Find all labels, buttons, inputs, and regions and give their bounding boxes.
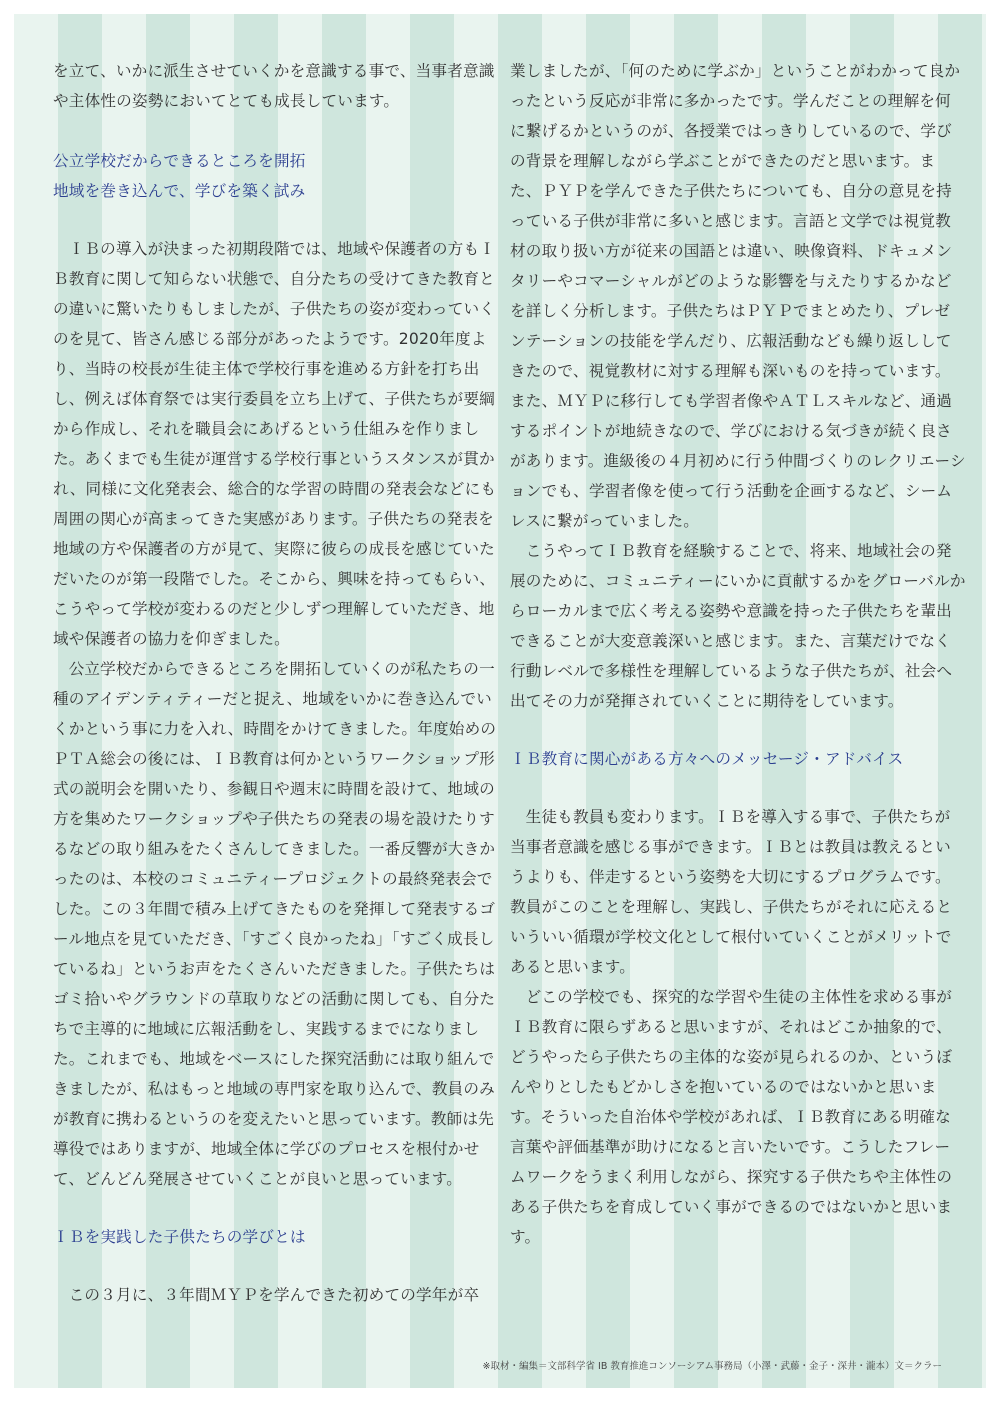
body-paragraph: 生徒も教員も変わります。ＩＢを導入する事で、子供たちが当事者意識を感じる事ができます。ＩＢとは教員は教えるというよりも、伴走するという姿勢を大切にするプログラムです。教員がこのことを理解し、実践し、子供たちがそれに応えるといういい循環が学校文化として根付いていくことがメリットであると思います。 xyxy=(510,808,953,976)
credit-footer: ※取材・編集＝文部科学省 IB 教育推進コンソーシアム事務局（小澤・武藤・金子・深井・瀧本）文＝クラー xyxy=(482,1361,942,1372)
body-paragraph: 業しましたが、「何のために学ぶか」ということがわかって良かったという反応が非常に多かったです。学んだことの理解を何に繋げるかというのが、各授業ではっきりしているので、学びの背景を理解しながら学ぶことができたのだと思います。また、ＰＹＰを学んできた子供たちについても、自分の意見を持っている子供が非常に多いと感じます。言語と文学では視覚教材の取り扱い方が従来の国語とは違い、映像資料、ドキュメンタリーやコマーシャルがどのような影響を与えたりするかなどを詳しく分析します。子供たちはＰＹＰでまとめたり、プレゼンテーションの技能を学んだり、広報活動なども繰り返ししてきたので、視覚教材に対する理解も深いものを持っています。また、ＭＹＰに移行しても学習者像やＡＴＬスキルなど、通過するポイントが地続きなので、学びにおける気づきが続く良さがあります。進級後の４月初めに行う仲間づくりのレクリエーションでも、学習者像を使って行う活動を企画するなど、シームレスに繋がっていました。 xyxy=(510,62,966,530)
body-paragraph: 公立学校だからできるところを開拓していくのが私たちの一種のアイデンティティーだと捉え、地域をいかに巻き込んでいくかという事に力を入れ、時間をかけてきました。年度始めのＰＴＡ総会の後には、ＩＢ教育は何かというワークショップ形式の説明会を開いたり、参観日や週末に時間を設けて、地域の方を集めたワークショップや子供たちの発表の場を設けたりするなどの取り組みをたくさんしてきました。一番反響が大きかったのは、本校のコミュニティープロジェクトの最終発表会でした。この３年間で積み上げてきたものを発揮して発表するゴール地点を見ていただき、「すごく良かったね」「すごく成長しているね」というお声をたくさんいただきました。子供たちはゴミ拾いやグラウンドの草取りなどの活動に関しても、自分たちで主導的に地域に広報活動をし、実践するまでになりました。これまでも、地域をベースにした探究活動には取り組んできましたが、私はもっと地域の専門家を取り込んで、教員のみが教育に携わるというのを変えたいと思っています。教師は先導役ではありますが、地域全体に学びのプロセスを根付かせて、どんどん発展させていくことが良いと思っています。 xyxy=(53,660,497,1188)
article-page xyxy=(14,14,986,1388)
body-paragraph: この３月に、３年間ＭＹＰを学んできた初めての学年が卒 xyxy=(68,1286,480,1304)
body-paragraph: ＩＢの導入が決まった初期段階では、地域や保護者の方もＩＢ教育に関して知らない状態で、自分たちの受けてきた教育との違いに驚いたりもしましたが、子供たちの姿が変わっていくのを見て、皆さん感じる部分があったようです。2020年度より、当時の校長が生徒主体で学校行事を進める方針を打ち出し、例えば体育祭では実行委員を立ち上げて、子供たちが要綱から作成し、それを職員会にあげるという仕組みを作りました。あくまでも生徒が運営する学校行事というスタンスが貫かれ、同様に文化発表会、総合的な学習の時間の発表会などにも周囲の関心が高まってきた実感があります。子供たちの発表を地域の方や保護者の方が見て、実際に彼らの成長を感じていただいたのが第一段階でした。そこから、興味を持ってもらい、こうやって学校が変わるのだと少しずつ理解していただき、地域や保護者の協力を仰ぎました。 xyxy=(53,240,497,648)
body-paragraph: どこの学校でも、探究的な学習や生徒の主体性を求める事がＩＢ教育に限らずあると思いますが、それはどこか抽象的で、どうやったら子供たちの主体的な姿が見られるのか、というぼんやりとしたもどかしさを抱いているのではないかと思います。そういった自治体や学校があれば、ＩＢ教育にある明確な言葉や評価基準が助けになると言いたいです。こうしたフレームワークをうまく利用しながら、探究する子供たちや主体性のある子供たちを育成していく事ができるのではないかと思います。 xyxy=(510,988,953,1246)
right-column xyxy=(510,56,966,1252)
section-heading-community-line2: 地域を巻き込んで、学びを築く試み xyxy=(53,182,306,200)
section-heading-message-advice: ＩＢ教育に関心がある方々へのメッセージ・アドバイス xyxy=(510,750,904,768)
section-heading-children-learning: ＩＢを実践した子供たちの学びとは xyxy=(53,1228,306,1246)
body-paragraph: こうやってＩＢ教育を経験することで、将来、地域社会の発展のために、コミュニティーにいかに貢献するかをグローバルからローカルまで広く考える姿勢や意識を持った子供たちを輩出できることが大変意義深いと感じます。また、言葉だけでなく行動レベルで多様性を理解しているような子供たちが、社会へ出てその力が発揮されていくことに期待をしています。 xyxy=(510,542,966,710)
section-heading-community-line1: 公立学校だからできるところを開拓 xyxy=(53,152,306,170)
left-column xyxy=(53,56,503,1310)
intro-paragraph: を立て、いかに派生させていくかを意識する事で、当事者意識や主体性の姿勢においてとても成長しています。 xyxy=(53,62,495,110)
